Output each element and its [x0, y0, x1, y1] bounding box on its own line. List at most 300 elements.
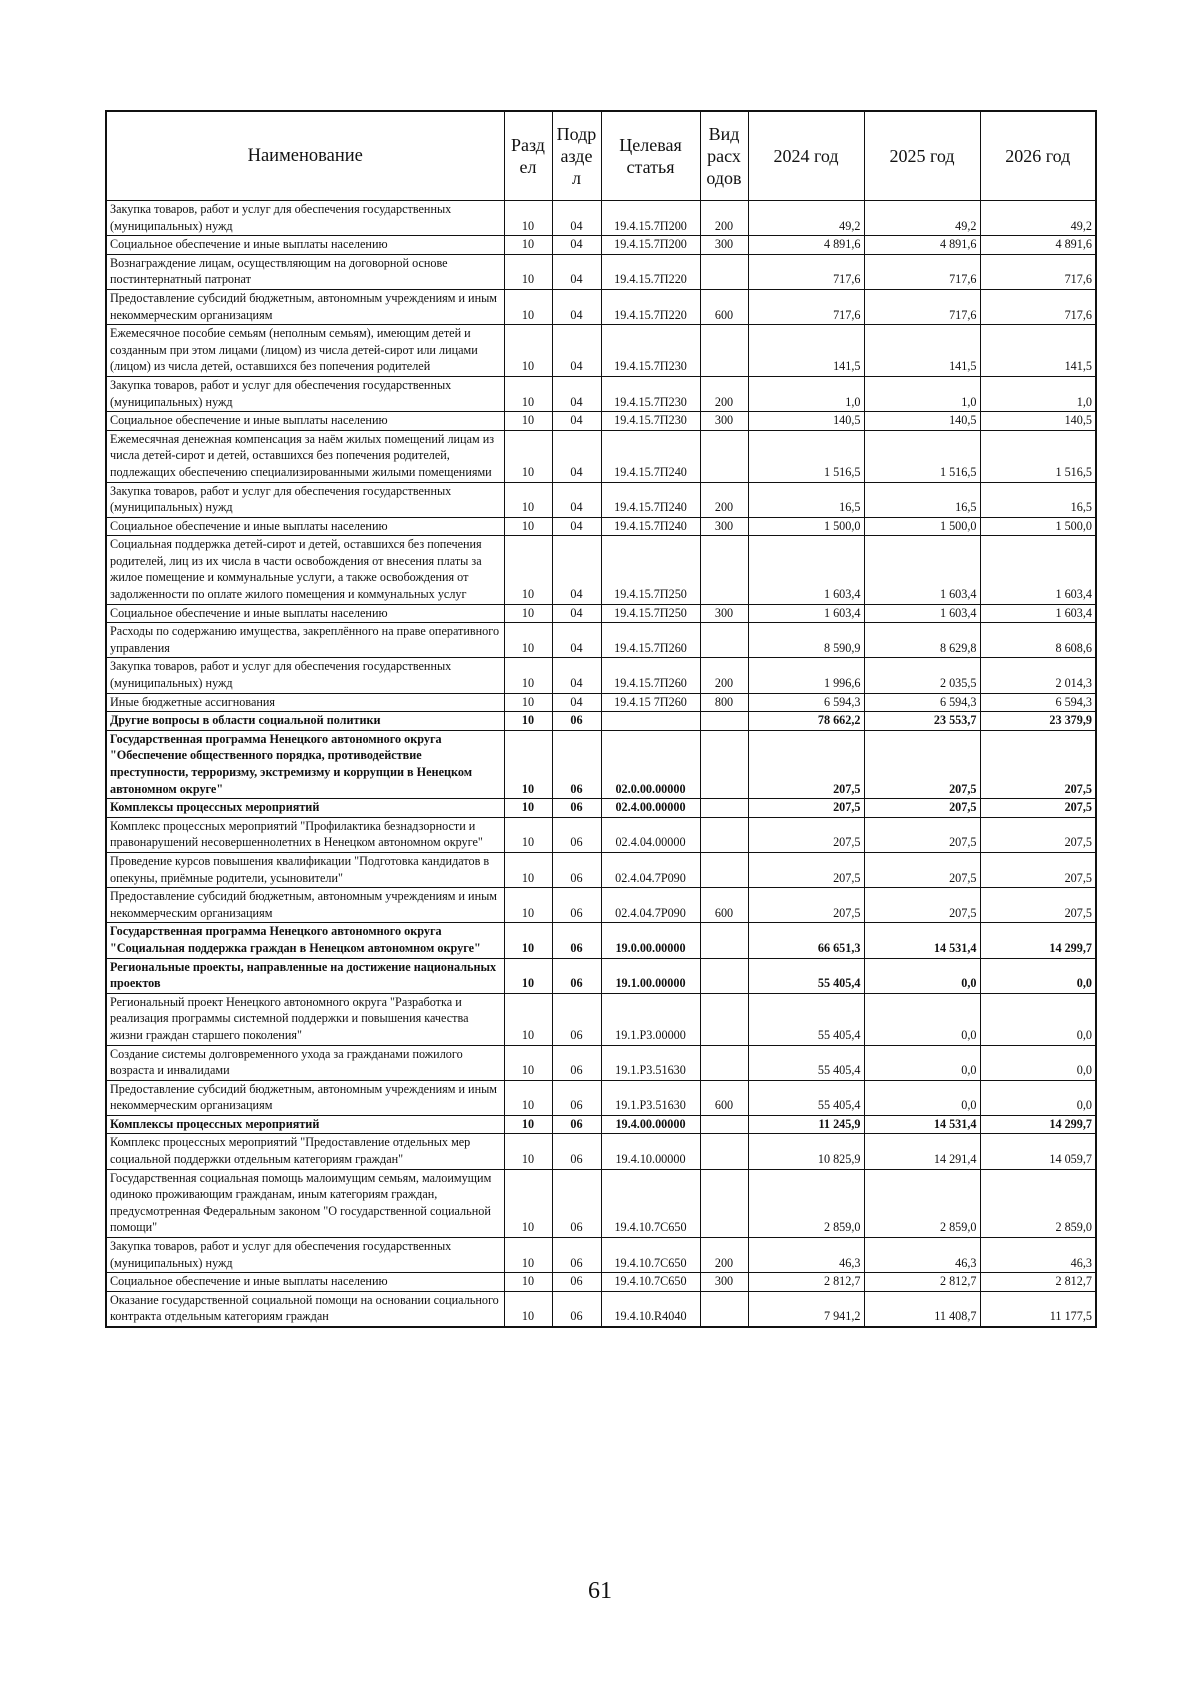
row-value-2025: 0,0 [864, 958, 980, 993]
row-target-article: 02.4.00.00000 [601, 799, 700, 818]
table-row [106, 852, 1096, 887]
row-expense-type: 200 [700, 201, 748, 236]
row-value-2024: 2 859,0 [748, 1169, 864, 1237]
row-target-article: 19.4.15.7П240 [601, 430, 700, 482]
row-expense-type: 300 [700, 1273, 748, 1292]
row-name: Социальное обеспечение и иные выплаты населению [106, 1273, 504, 1292]
row-value-2026: 11 177,5 [980, 1291, 1096, 1327]
row-value-2026: 1 500,0 [980, 517, 1096, 536]
row-podrazdel: 06 [552, 730, 601, 798]
row-value-2024: 8 590,9 [748, 623, 864, 658]
row-name: Социальная поддержка детей-сирот и детей, оставшихся без попечения родителей, лиц из их числа в части освобождения от внесения платы за жилое помещение и коммунальные услуги, а также освобождения от задолженности по оплате жилого помещения и коммунальных услуг [106, 536, 504, 604]
row-value-2024: 1,0 [748, 376, 864, 411]
row-value-2024: 1 516,5 [748, 430, 864, 482]
row-podrazdel: 04 [552, 693, 601, 712]
row-target-article: 19.1.00.00000 [601, 958, 700, 993]
header-expense-type: Вид расх одов [700, 111, 748, 201]
row-target-article: 19.4.15.7П240 [601, 482, 700, 517]
table-row [106, 958, 1096, 993]
row-name: Предоставление субсидий бюджетным, автономным учреждениям и иным некоммерческим организациям [106, 289, 504, 324]
header-year-2025: 2025 год [864, 111, 980, 201]
row-name: Комплекс процессных мероприятий "Предоставление отдельных мер социальной поддержки отдельным категориям граждан" [106, 1134, 504, 1169]
row-value-2024: 16,5 [748, 482, 864, 517]
row-expense-type [700, 1134, 748, 1169]
row-target-article: 19.4.15.7П230 [601, 376, 700, 411]
row-value-2025: 717,6 [864, 289, 980, 324]
row-target-article: 19.4.15.7П250 [601, 536, 700, 604]
row-value-2024: 55 405,4 [748, 993, 864, 1045]
row-name: Социальное обеспечение и иные выплаты населению [106, 517, 504, 536]
header-razdel: Разд ел [504, 111, 552, 201]
row-target-article: 19.4.10.R4040 [601, 1291, 700, 1327]
row-name: Комплексы процессных мероприятий [106, 799, 504, 818]
row-value-2025: 14 531,4 [864, 1115, 980, 1134]
header-target-article: Целевая статья [601, 111, 700, 201]
row-expense-type [700, 712, 748, 731]
row-value-2025: 207,5 [864, 799, 980, 818]
row-value-2024: 2 812,7 [748, 1273, 864, 1292]
row-name: Расходы по содержанию имущества, закреплённого на праве оперативного управления [106, 623, 504, 658]
row-value-2025: 11 408,7 [864, 1291, 980, 1327]
row-value-2024: 717,6 [748, 289, 864, 324]
row-expense-type [700, 852, 748, 887]
table-row [106, 517, 1096, 536]
table-row [106, 623, 1096, 658]
row-name: Государственная программа Ненецкого автономного округа "Обеспечение общественного порядка, противодействие преступности, терроризму, экстремизму и коррупции в Ненецком автономном округе" [106, 730, 504, 798]
row-podrazdel: 04 [552, 604, 601, 623]
row-target-article: 19.4.15.7П200 [601, 201, 700, 236]
row-podrazdel: 06 [552, 993, 601, 1045]
row-value-2025: 207,5 [864, 852, 980, 887]
row-name: Проведение курсов повышения квалификации "Подготовка кандидатов в опекуны, приёмные родители, усыновители" [106, 852, 504, 887]
header-podrazdel: Подр азде л [552, 111, 601, 201]
row-expense-type [700, 923, 748, 958]
row-podrazdel: 06 [552, 1134, 601, 1169]
row-podrazdel: 04 [552, 623, 601, 658]
row-podrazdel: 06 [552, 1273, 601, 1292]
table-row [106, 693, 1096, 712]
table-row [106, 1045, 1096, 1080]
row-value-2024: 66 651,3 [748, 923, 864, 958]
row-expense-type [700, 325, 748, 377]
row-razdel: 10 [504, 1045, 552, 1080]
row-podrazdel: 06 [552, 817, 601, 852]
row-expense-type [700, 799, 748, 818]
row-value-2026: 1 603,4 [980, 604, 1096, 623]
row-value-2024: 6 594,3 [748, 693, 864, 712]
row-value-2026: 1 603,4 [980, 536, 1096, 604]
row-podrazdel: 04 [552, 236, 601, 255]
row-name: Ежемесячное пособие семьям (неполным семьям), имеющим детей и созданным при этом лицами (лицом) из числа детей-сирот или лицами (лицом) из числа детей, оставшихся без попечения родителей [106, 325, 504, 377]
row-target-article: 02.0.00.00000 [601, 730, 700, 798]
row-target-article: 19.0.00.00000 [601, 923, 700, 958]
row-value-2026: 140,5 [980, 412, 1096, 431]
row-expense-type: 600 [700, 888, 748, 923]
row-target-article: 19.4.00.00000 [601, 1115, 700, 1134]
row-value-2026: 717,6 [980, 289, 1096, 324]
row-value-2024: 49,2 [748, 201, 864, 236]
row-name: Комплекс процессных мероприятий "Профилактика безнадзорности и правонарушений несовершеннолетних в Ненецком автономном округе" [106, 817, 504, 852]
row-razdel: 10 [504, 482, 552, 517]
row-razdel: 10 [504, 693, 552, 712]
row-value-2024: 207,5 [748, 852, 864, 887]
row-expense-type [700, 1045, 748, 1080]
row-target-article: 19.4.15 7П260 [601, 693, 700, 712]
row-expense-type [700, 1169, 748, 1237]
row-value-2025: 1 603,4 [864, 604, 980, 623]
row-value-2026: 16,5 [980, 482, 1096, 517]
row-value-2026: 14 299,7 [980, 923, 1096, 958]
table-row [106, 412, 1096, 431]
row-podrazdel: 06 [552, 958, 601, 993]
row-podrazdel: 06 [552, 1045, 601, 1080]
row-value-2025: 23 553,7 [864, 712, 980, 731]
row-expense-type: 600 [700, 289, 748, 324]
table-row [106, 730, 1096, 798]
row-podrazdel: 06 [552, 888, 601, 923]
row-expense-type [700, 1291, 748, 1327]
row-value-2025: 14 531,4 [864, 923, 980, 958]
row-value-2025: 140,5 [864, 412, 980, 431]
row-value-2026: 0,0 [980, 1080, 1096, 1115]
row-name: Иные бюджетные ассигнования [106, 693, 504, 712]
row-value-2025: 207,5 [864, 888, 980, 923]
row-value-2024: 1 996,6 [748, 658, 864, 693]
row-podrazdel: 04 [552, 517, 601, 536]
row-value-2026: 207,5 [980, 852, 1096, 887]
row-value-2026: 14 299,7 [980, 1115, 1096, 1134]
row-name: Предоставление субсидий бюджетным, автономным учреждениям и иным некоммерческим организациям [106, 888, 504, 923]
row-expense-type: 300 [700, 604, 748, 623]
row-razdel: 10 [504, 604, 552, 623]
table-row [106, 1169, 1096, 1237]
row-value-2026: 207,5 [980, 730, 1096, 798]
row-target-article: 19.4.15.7П230 [601, 325, 700, 377]
row-podrazdel: 06 [552, 852, 601, 887]
row-value-2024: 207,5 [748, 888, 864, 923]
row-value-2026: 0,0 [980, 993, 1096, 1045]
row-name: Оказание государственной социальной помощи на основании социального контракта отдельным категориям граждан [106, 1291, 504, 1327]
row-target-article: 02.4.04.00000 [601, 817, 700, 852]
row-value-2024: 207,5 [748, 817, 864, 852]
row-expense-type: 200 [700, 658, 748, 693]
row-target-article: 19.1.Р3.51630 [601, 1045, 700, 1080]
table-row [106, 1238, 1096, 1273]
row-name: Закупка товаров, работ и услуг для обеспечения государственных (муниципальных) нужд [106, 658, 504, 693]
row-podrazdel: 04 [552, 289, 601, 324]
row-value-2025: 1,0 [864, 376, 980, 411]
row-razdel: 10 [504, 201, 552, 236]
table-row [106, 888, 1096, 923]
row-value-2026: 1 516,5 [980, 430, 1096, 482]
row-name: Закупка товаров, работ и услуг для обеспечения государственных (муниципальных) нужд [106, 201, 504, 236]
row-podrazdel: 04 [552, 201, 601, 236]
row-value-2024: 7 941,2 [748, 1291, 864, 1327]
row-value-2024: 1 603,4 [748, 536, 864, 604]
row-value-2025: 4 891,6 [864, 236, 980, 255]
row-name: Предоставление субсидий бюджетным, автономным учреждениям и иным некоммерческим организациям [106, 1080, 504, 1115]
row-razdel: 10 [504, 325, 552, 377]
row-razdel: 10 [504, 712, 552, 731]
row-value-2025: 0,0 [864, 1045, 980, 1080]
row-expense-type: 800 [700, 693, 748, 712]
row-razdel: 10 [504, 1238, 552, 1273]
row-expense-type: 200 [700, 376, 748, 411]
row-target-article: 19.4.15.7П250 [601, 604, 700, 623]
row-expense-type [700, 730, 748, 798]
row-value-2025: 0,0 [864, 993, 980, 1045]
row-expense-type: 200 [700, 1238, 748, 1273]
row-value-2025: 1 500,0 [864, 517, 980, 536]
row-razdel: 10 [504, 817, 552, 852]
row-value-2026: 2 812,7 [980, 1273, 1096, 1292]
row-value-2024: 207,5 [748, 730, 864, 798]
row-expense-type [700, 623, 748, 658]
table-row [106, 923, 1096, 958]
row-target-article: 19.4.10.00000 [601, 1134, 700, 1169]
row-value-2025: 717,6 [864, 254, 980, 289]
header-year-2026: 2026 год [980, 111, 1096, 201]
row-name: Социальное обеспечение и иные выплаты населению [106, 412, 504, 431]
header-year-2024: 2024 год [748, 111, 864, 201]
row-podrazdel: 04 [552, 658, 601, 693]
row-expense-type: 300 [700, 517, 748, 536]
row-value-2026: 207,5 [980, 888, 1096, 923]
row-value-2026: 6 594,3 [980, 693, 1096, 712]
table-row [106, 817, 1096, 852]
row-value-2026: 4 891,6 [980, 236, 1096, 255]
row-value-2026: 717,6 [980, 254, 1096, 289]
row-value-2026: 207,5 [980, 799, 1096, 818]
row-razdel: 10 [504, 536, 552, 604]
row-razdel: 10 [504, 1134, 552, 1169]
row-value-2024: 46,3 [748, 1238, 864, 1273]
row-value-2026: 14 059,7 [980, 1134, 1096, 1169]
row-value-2025: 1 516,5 [864, 430, 980, 482]
row-name: Региональные проекты, направленные на достижение национальных проектов [106, 958, 504, 993]
row-podrazdel: 04 [552, 412, 601, 431]
table-row [106, 254, 1096, 289]
row-value-2026: 2 859,0 [980, 1169, 1096, 1237]
row-value-2026: 2 014,3 [980, 658, 1096, 693]
row-razdel: 10 [504, 958, 552, 993]
row-target-article: 19.1.Р3.00000 [601, 993, 700, 1045]
table-row [106, 201, 1096, 236]
row-value-2026: 46,3 [980, 1238, 1096, 1273]
row-podrazdel: 06 [552, 1115, 601, 1134]
row-value-2026: 49,2 [980, 201, 1096, 236]
row-razdel: 10 [504, 289, 552, 324]
row-value-2025: 2 035,5 [864, 658, 980, 693]
row-expense-type [700, 254, 748, 289]
row-value-2024: 78 662,2 [748, 712, 864, 731]
table-body [106, 201, 1096, 1328]
row-target-article: 19.4.15.7П260 [601, 623, 700, 658]
row-podrazdel: 06 [552, 1080, 601, 1115]
row-value-2026: 0,0 [980, 1045, 1096, 1080]
row-value-2025: 8 629,8 [864, 623, 980, 658]
row-podrazdel: 06 [552, 712, 601, 731]
row-podrazdel: 06 [552, 799, 601, 818]
row-razdel: 10 [504, 658, 552, 693]
row-value-2026: 8 608,6 [980, 623, 1096, 658]
row-target-article: 02.4.04.7Р090 [601, 888, 700, 923]
row-podrazdel: 04 [552, 254, 601, 289]
table-row [106, 1134, 1096, 1169]
row-value-2025: 1 603,4 [864, 536, 980, 604]
table-row [106, 430, 1096, 482]
row-expense-type [700, 817, 748, 852]
row-podrazdel: 06 [552, 1238, 601, 1273]
row-razdel: 10 [504, 1169, 552, 1237]
row-value-2024: 10 825,9 [748, 1134, 864, 1169]
row-name: Социальное обеспечение и иные выплаты населению [106, 236, 504, 255]
row-target-article: 19.4.15.7П240 [601, 517, 700, 536]
row-target-article: 19.4.15.7П230 [601, 412, 700, 431]
row-razdel: 10 [504, 1291, 552, 1327]
budget-table [105, 110, 1097, 1328]
row-name: Комплексы процессных мероприятий [106, 1115, 504, 1134]
row-expense-type: 200 [700, 482, 748, 517]
row-value-2024: 207,5 [748, 799, 864, 818]
row-value-2025: 46,3 [864, 1238, 980, 1273]
row-razdel: 10 [504, 236, 552, 255]
row-razdel: 10 [504, 799, 552, 818]
row-razdel: 10 [504, 623, 552, 658]
row-value-2025: 49,2 [864, 201, 980, 236]
table-row [106, 604, 1096, 623]
row-podrazdel: 04 [552, 536, 601, 604]
row-name: Региональный проект Ненецкого автономного округа "Разработка и реализация программы системной поддержки и повышения качества жизни граждан старшего поколения" [106, 993, 504, 1045]
header-row [106, 111, 1096, 201]
table-row [106, 1273, 1096, 1292]
row-target-article [601, 712, 700, 731]
page-number: 61 [588, 1578, 612, 1604]
table-row [106, 482, 1096, 517]
row-value-2026: 23 379,9 [980, 712, 1096, 731]
row-razdel: 10 [504, 517, 552, 536]
row-value-2024: 55 405,4 [748, 1080, 864, 1115]
row-value-2024: 140,5 [748, 412, 864, 431]
row-razdel: 10 [504, 376, 552, 411]
row-value-2024: 55 405,4 [748, 1045, 864, 1080]
row-target-article: 19.4.10.7С650 [601, 1169, 700, 1237]
row-target-article: 19.1.Р3.51630 [601, 1080, 700, 1115]
row-value-2025: 2 812,7 [864, 1273, 980, 1292]
row-expense-type: 300 [700, 236, 748, 255]
row-podrazdel: 04 [552, 325, 601, 377]
table-row [106, 289, 1096, 324]
row-name: Государственная социальная помощь малоимущим семьям, малоимущим одиноко проживающим гражданам, иным категориям граждан, предусмотренная Федеральным законом "О государственной социальной помощи" [106, 1169, 504, 1237]
row-name: Закупка товаров, работ и услуг для обеспечения государственных (муниципальных) нужд [106, 376, 504, 411]
row-value-2024: 11 245,9 [748, 1115, 864, 1134]
row-razdel: 10 [504, 923, 552, 958]
row-razdel: 10 [504, 1080, 552, 1115]
row-value-2025: 0,0 [864, 1080, 980, 1115]
row-name: Социальное обеспечение и иные выплаты населению [106, 604, 504, 623]
row-value-2025: 6 594,3 [864, 693, 980, 712]
table-row [106, 376, 1096, 411]
row-target-article: 19.4.10.7С650 [601, 1238, 700, 1273]
row-podrazdel: 06 [552, 1291, 601, 1327]
row-name: Ежемесячная денежная компенсация за наём жилых помещений лицам из числа детей-сирот и детей, оставшихся без попечения родителей, подлежащих обеспечению специализированными жилыми помещениями [106, 430, 504, 482]
table-row [106, 1115, 1096, 1134]
row-target-article: 02.4.04.7Р090 [601, 852, 700, 887]
row-podrazdel: 04 [552, 482, 601, 517]
table-row [106, 536, 1096, 604]
row-value-2024: 141,5 [748, 325, 864, 377]
row-target-article: 19.4.15.7П200 [601, 236, 700, 255]
table-row [106, 325, 1096, 377]
row-podrazdel: 06 [552, 1169, 601, 1237]
row-value-2026: 1,0 [980, 376, 1096, 411]
row-name: Другие вопросы в области социальной политики [106, 712, 504, 731]
row-value-2024: 1 500,0 [748, 517, 864, 536]
row-expense-type [700, 430, 748, 482]
row-target-article: 19.4.15.7П220 [601, 254, 700, 289]
row-razdel: 10 [504, 1273, 552, 1292]
row-value-2025: 16,5 [864, 482, 980, 517]
row-name: Государственная программа Ненецкого автономного округа "Социальная поддержка граждан в Ненецком автономном округе" [106, 923, 504, 958]
row-expense-type: 300 [700, 412, 748, 431]
row-value-2024: 717,6 [748, 254, 864, 289]
row-target-article: 19.4.10.7С650 [601, 1273, 700, 1292]
table-row [106, 658, 1096, 693]
row-value-2024: 4 891,6 [748, 236, 864, 255]
row-razdel: 10 [504, 1115, 552, 1134]
row-target-article: 19.4.15.7П260 [601, 658, 700, 693]
table-row [106, 712, 1096, 731]
row-expense-type [700, 958, 748, 993]
row-podrazdel: 04 [552, 376, 601, 411]
row-razdel: 10 [504, 730, 552, 798]
row-value-2025: 141,5 [864, 325, 980, 377]
header-name: Наименование [106, 111, 504, 201]
row-razdel: 10 [504, 430, 552, 482]
row-expense-type [700, 536, 748, 604]
row-expense-type [700, 1115, 748, 1134]
row-razdel: 10 [504, 254, 552, 289]
row-value-2025: 207,5 [864, 817, 980, 852]
table-row [106, 993, 1096, 1045]
row-value-2025: 207,5 [864, 730, 980, 798]
table-row [106, 236, 1096, 255]
table-row [106, 1291, 1096, 1327]
row-value-2024: 55 405,4 [748, 958, 864, 993]
row-value-2026: 0,0 [980, 958, 1096, 993]
row-value-2025: 14 291,4 [864, 1134, 980, 1169]
row-razdel: 10 [504, 852, 552, 887]
row-razdel: 10 [504, 412, 552, 431]
row-razdel: 10 [504, 993, 552, 1045]
row-expense-type: 600 [700, 1080, 748, 1115]
row-name: Создание системы долговременного ухода за гражданами пожилого возраста и инвалидами [106, 1045, 504, 1080]
row-value-2026: 207,5 [980, 817, 1096, 852]
row-expense-type [700, 993, 748, 1045]
table-row [106, 1080, 1096, 1115]
row-value-2026: 141,5 [980, 325, 1096, 377]
row-value-2024: 1 603,4 [748, 604, 864, 623]
row-name: Закупка товаров, работ и услуг для обеспечения государственных (муниципальных) нужд [106, 482, 504, 517]
table-row [106, 799, 1096, 818]
row-podrazdel: 04 [552, 430, 601, 482]
row-razdel: 10 [504, 888, 552, 923]
row-name: Вознаграждение лицам, осуществляющим на договорной основе постинтернатный патронат [106, 254, 504, 289]
row-podrazdel: 06 [552, 923, 601, 958]
row-target-article: 19.4.15.7П220 [601, 289, 700, 324]
row-name: Закупка товаров, работ и услуг для обеспечения государственных (муниципальных) нужд [106, 1238, 504, 1273]
row-value-2025: 2 859,0 [864, 1169, 980, 1237]
